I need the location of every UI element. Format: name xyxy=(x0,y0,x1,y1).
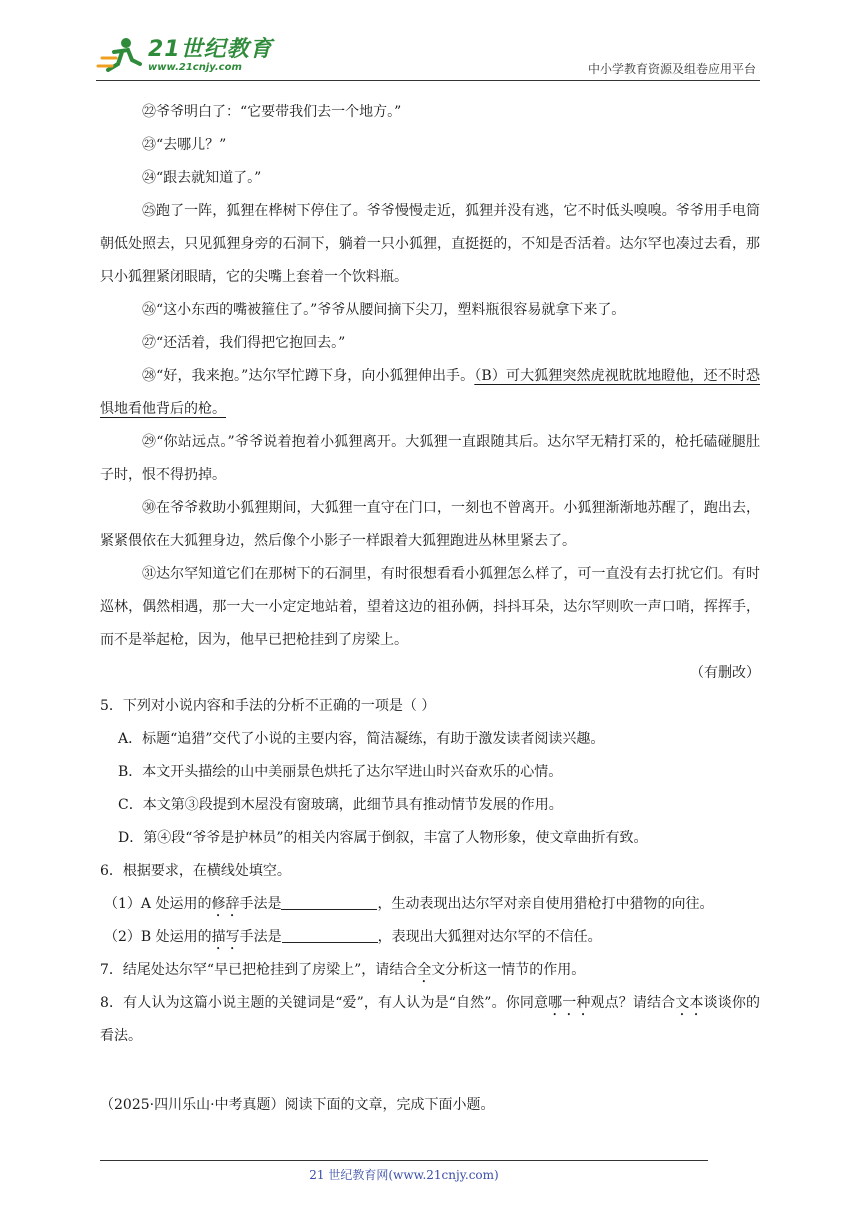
q8-emphasis-1: 哪一种 xyxy=(548,995,591,1011)
question-5-option-b: B．本文开头描绘的山中美丽景色烘托了达尔罕进山时兴奋欢乐的心情。 xyxy=(118,764,563,780)
q8-emphasis-2: 文本 xyxy=(675,995,704,1011)
q6-2-emphasis: 描写 xyxy=(211,929,240,945)
q8-prefix: 8．有人认为这篇小说主题的关键词是“爱”，有人认为是“自然”。你同意 xyxy=(100,995,549,1011)
paragraph-25: ㉕跑了一阵，狐狸在桦树下停住了。爷爷慢慢走近，狐狸并没有逃，它不时低头嗅嗅。爷爷用手电筒朝低处照去，只见狐狸身旁的石洞下，躺着一只小狐狸，直挺挺的，不知是否活着。达尔罕也凑过去看，那只小狐狸紧闭眼睛，它的尖嘴上套着一个饮料瓶。 xyxy=(100,203,760,285)
q6-1-mid: 手法是 xyxy=(239,896,282,912)
q6-2-mid: 手法是 xyxy=(239,929,282,945)
q8-suffix: 谈谈你的看法。 xyxy=(100,995,761,1044)
paragraph-28 xyxy=(100,360,760,426)
footer-divider xyxy=(100,1160,708,1161)
paragraph-28-text: ㉘“好，我来抱。”达尔罕忙蹲下身，向小狐狸伸出手。 xyxy=(142,368,475,384)
question-8 xyxy=(100,987,760,1053)
edit-note: （有删改） xyxy=(690,665,760,681)
paragraph-31: ㉛达尔罕知道它们在那树下的石洞里，有时很想看看小狐狸怎么样了，可一直没有去打扰它们。有时巡林，偶然相遇，那一大一小定定地站着，望着这边的祖孙俩，抖抖耳朵，达尔罕则吹一声口哨，挥挥手，而不是举起枪，因为，他早已把枪挂到了房梁上。 xyxy=(100,566,760,648)
q6-1-emphasis: 修辞 xyxy=(211,896,240,912)
footer-link[interactable]: 21 世纪教育网(www.21cnjy.com) xyxy=(309,1168,499,1182)
q6-2-prefix: （2）B 处运用的 xyxy=(104,929,212,945)
paragraph-29: ㉙“你站远点。”爷爷说着抱着小狐狸离开。大狐狸一直跟随其后。达尔罕无精打采的，枪托磕碰腿肚子时，恨不得扔掉。 xyxy=(100,434,760,483)
q7-prefix: 7．结尾处达尔罕“早已把枪挂到了房梁上”，请结合 xyxy=(100,962,418,978)
paragraph-30: ㉚在爷爷救助小狐狸期间，大狐狸一直守在门口，一刻也不曾离开。小狐狸渐渐地苏醒了，跑出去，紧紧偎依在大狐狸身边，然后像个小影子一样跟着大狐狸跑进丛林里紧去了。 xyxy=(100,500,760,549)
platform-name: 中小学教育资源及组卷应用平台 xyxy=(587,62,756,76)
answer-blank-2[interactable] xyxy=(282,928,378,943)
paragraph-27: ㉗“还活着，我们得把它抱回去。” xyxy=(142,335,346,351)
question-6: 6．根据要求，在横线处填空。 xyxy=(100,863,291,879)
q8-mid: 观点？请结合 xyxy=(590,995,676,1011)
paragraph-26: ㉖“这小东西的嘴被箍住了。”爷爷从腰间摘下尖刀，塑料瓶很容易就拿下来了。 xyxy=(142,302,626,318)
paragraph-23: ㉓“去哪儿？” xyxy=(142,137,227,153)
logo-url: www.21cnjy.com xyxy=(148,62,242,73)
paragraph-22: ㉒爷爷明白了：“它要带我们去一个地方。” xyxy=(142,104,402,120)
question-7 xyxy=(100,954,760,987)
paragraph-24: ㉔“跟去就知道了。” xyxy=(142,170,262,186)
q6-2-suffix: ，表现出大狐狸对达尔罕的不信任。 xyxy=(377,929,602,945)
q6-1-prefix: （1）A 处运用的 xyxy=(104,896,212,912)
question-6-2 xyxy=(100,921,760,954)
answer-blank-1[interactable] xyxy=(281,895,377,910)
question-5: 5．下列对小说内容和手法的分析不正确的一项是（ ） xyxy=(100,698,436,714)
document-body xyxy=(100,96,760,1122)
page-header xyxy=(96,32,760,81)
next-passage-source: （2025·四川乐山·中考真题）阅读下面的文章，完成下面小题。 xyxy=(100,1097,495,1113)
site-logo[interactable] xyxy=(96,36,273,76)
section-spacer xyxy=(100,1053,760,1089)
underlined-sentence-b: （B）可大狐狸突然虎视眈眈地瞪他，还不时恐惧地看他背后的枪。 xyxy=(100,368,760,417)
q7-suffix: 文分析这一情节的作用。 xyxy=(431,962,586,978)
logo-title: 21世纪教育 xyxy=(148,37,273,62)
question-6-1 xyxy=(100,888,760,921)
question-5-option-a: A．标题“追猎”交代了小说的主要内容，简洁凝练，有助于激发读者阅读兴趣。 xyxy=(118,731,605,747)
q6-1-suffix: ，生动表现出达尔罕对亲自使用猎枪打中猎物的向往。 xyxy=(377,896,714,912)
question-5-option-d: D．第④段“爷爷是护林员”的相关内容属于倒叙，丰富了人物形象，使文章曲折有致。 xyxy=(118,830,648,846)
runner-logo-icon xyxy=(96,36,144,76)
question-5-option-c: C．本文第③段提到木屋没有窗玻璃，此细节具有推动情节发展的作用。 xyxy=(118,797,563,813)
q7-emphasis: 全 xyxy=(417,962,432,978)
